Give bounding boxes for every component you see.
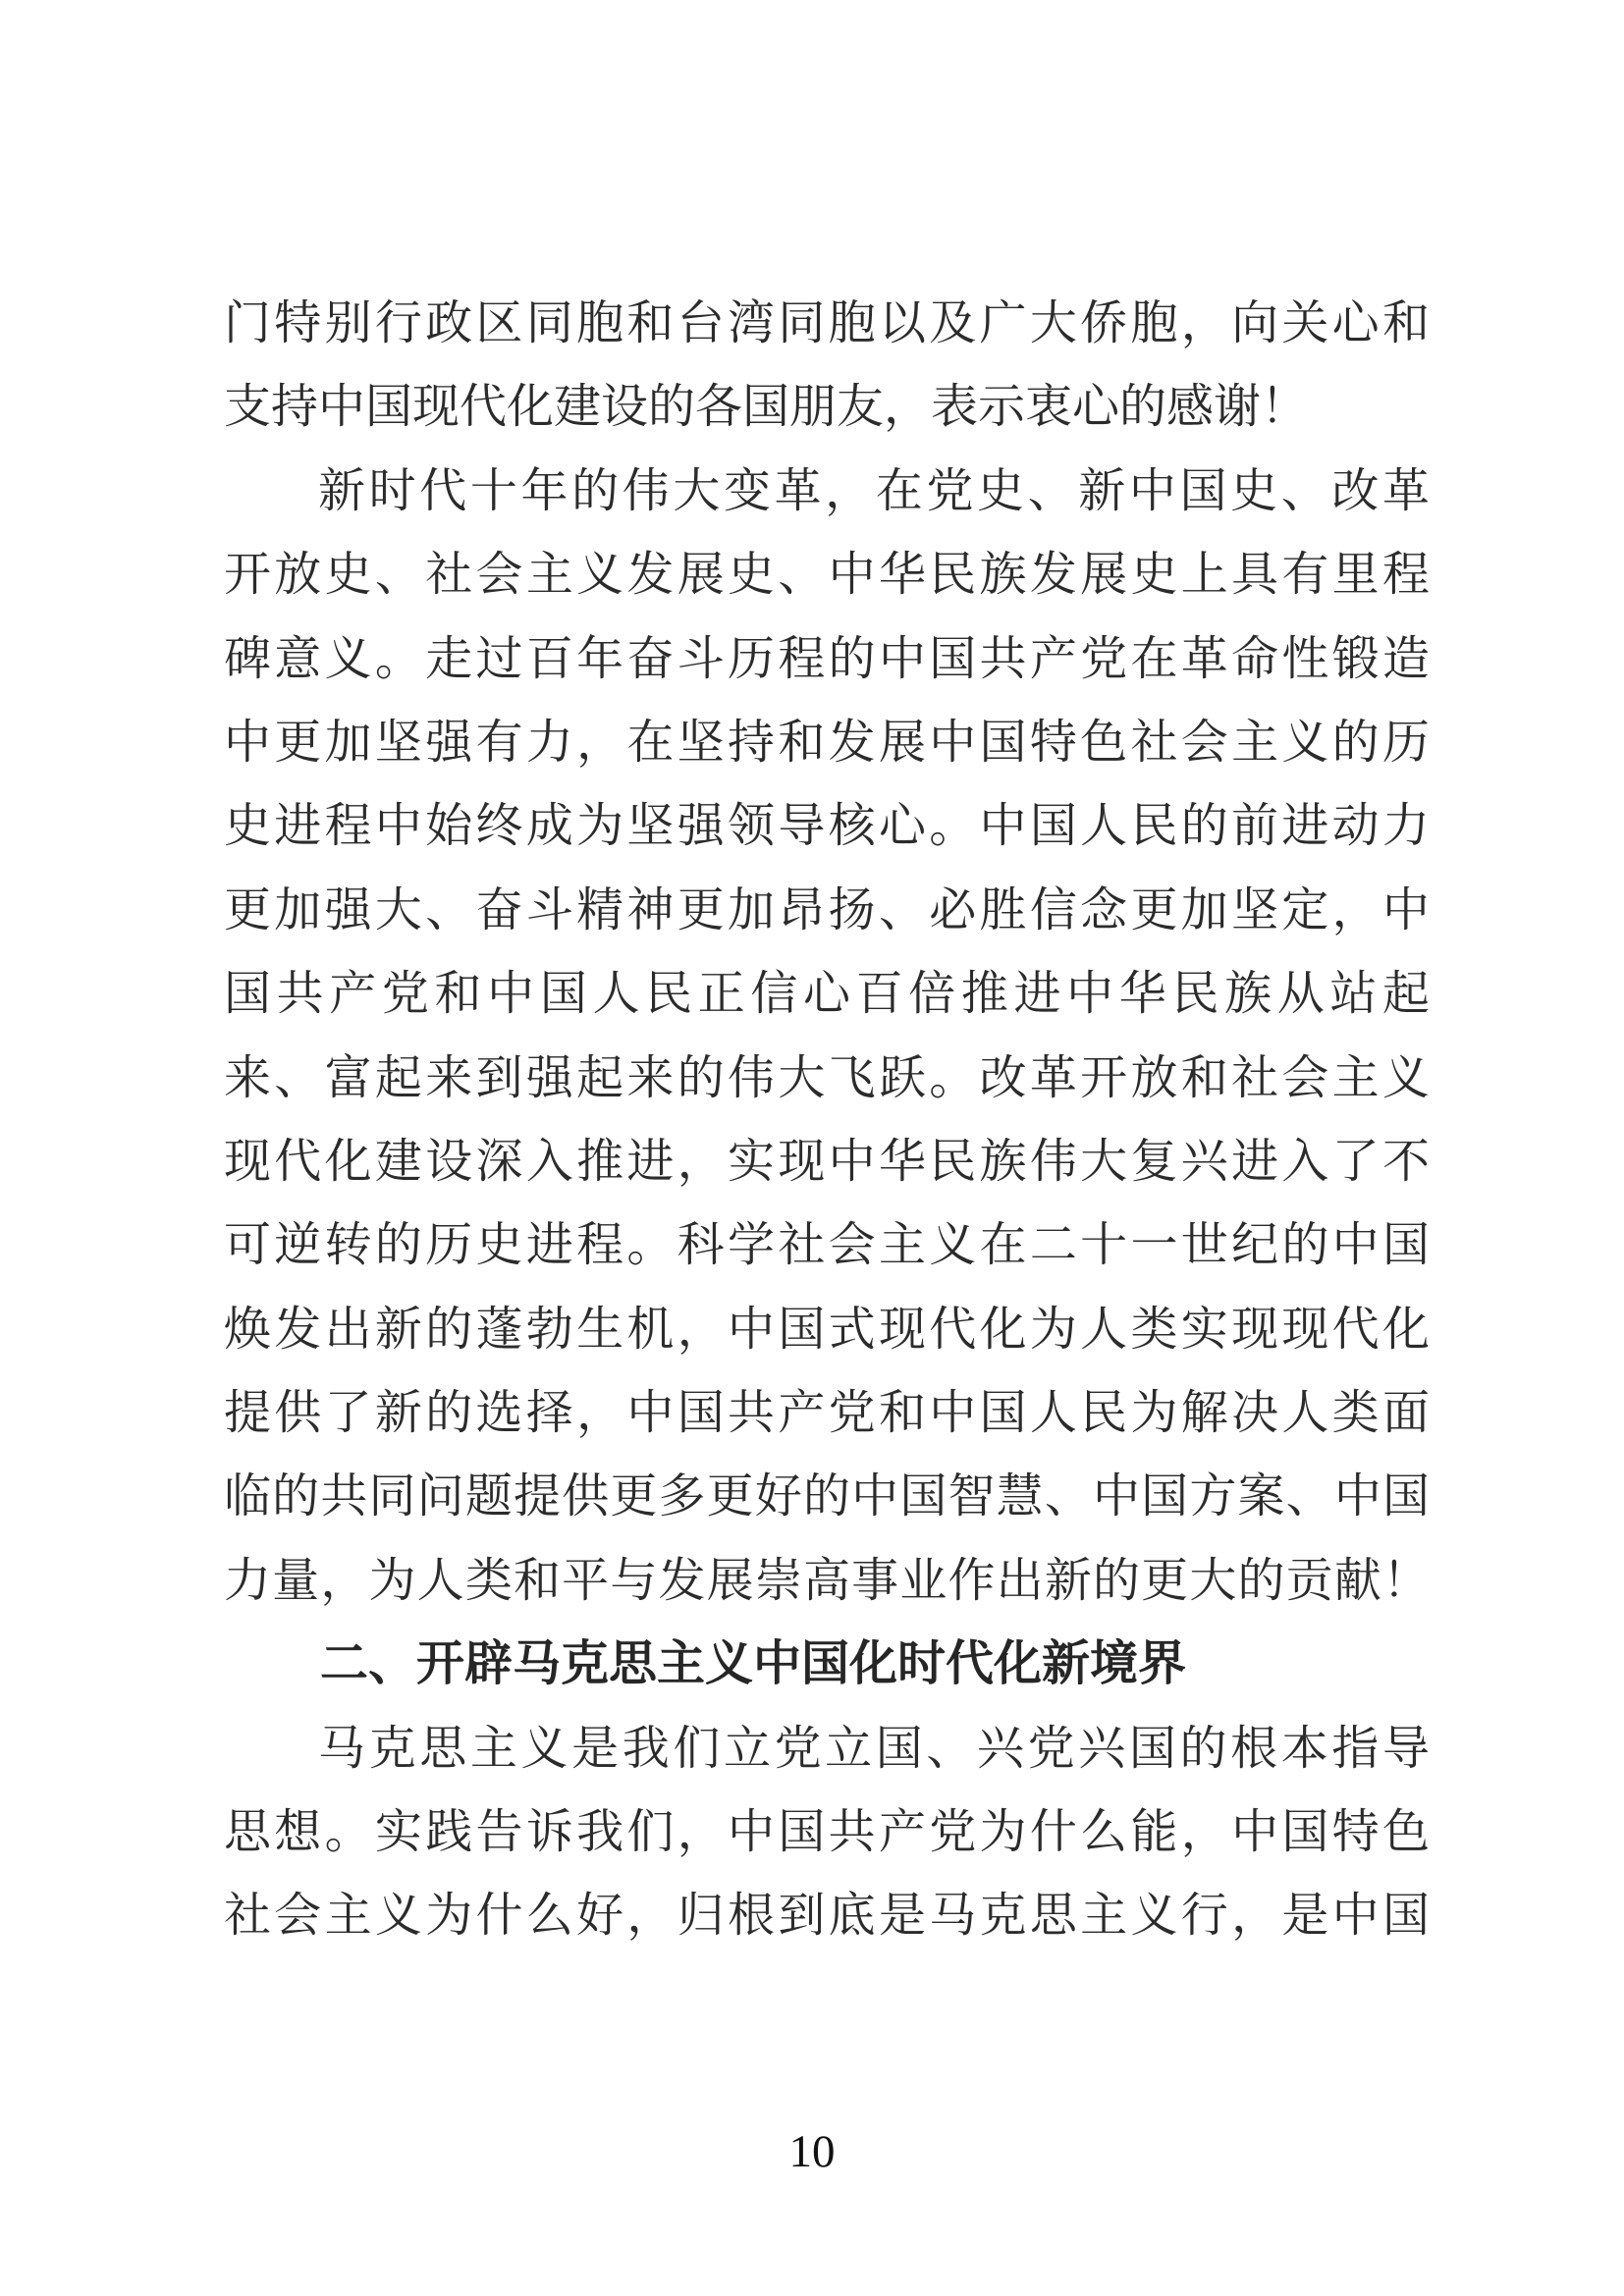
text-line: 来、富起来到强起来的伟大飞跃。改革开放和社会主义 — [224, 1051, 1430, 1104]
page-number: 10 — [788, 2126, 836, 2177]
text-line: 马克思主义是我们立党立国、兴党兴国的根本指导 — [318, 1722, 1430, 1775]
text-line: 门特别行政区同胞和台湾同胞以及广大侨胞，向关心和 — [224, 297, 1430, 349]
text-line: 碑意义。走过百年奋斗历程的中国共产党在革命性锻造 — [224, 632, 1430, 685]
text-line: 焕发出新的蓬勃生机，中国式现代化为人类实现现代化 — [224, 1303, 1430, 1356]
text-line: 国共产党和中国人民正信心百倍推进中华民族从站起 — [224, 968, 1430, 1021]
text-line: 可逆转的历史进程。科学社会主义在二十一世纪的中国 — [224, 1219, 1430, 1272]
text-line: 临的共同问题提供更多更好的中国智慧、中国方案、中国 — [224, 1470, 1430, 1523]
text-line: 更加强大、奋斗精神更加昂扬、必胜信念更加坚定，中 — [224, 883, 1430, 936]
text-line: 力量，为人类和平与发展崇高事业作出新的更大的贡献！ — [224, 1554, 1430, 1607]
body-text — [224, 282, 1430, 1958]
text-line: 社会主义为什么好，归根到底是马克思主义行，是中国 — [224, 1890, 1430, 1943]
text-line: 开放史、社会主义发展史、中华民族发展史上具有里程 — [224, 549, 1430, 602]
section-heading: 二、开辟马克思主义中国化时代化新境界 — [320, 1637, 1187, 1691]
text-line: 支持中国现代化建设的各国朋友，表示衷心的感谢！ — [224, 381, 1309, 434]
text-line: 中更加坚强有力，在坚持和发展中国特色社会主义的历 — [224, 716, 1430, 769]
text-line: 提供了新的选择，中国共产党和中国人民为解决人类面 — [224, 1387, 1430, 1440]
text-line: 现代化建设深入推进，实现中华民族伟大复兴进入了不 — [224, 1135, 1430, 1188]
text-line: 思想。实践告诉我们，中国共产党为什么能，中国特色 — [224, 1806, 1430, 1859]
text-line: 新时代十年的伟大变革，在党史、新中国史、改革 — [318, 464, 1430, 517]
text-line: 史进程中始终成为坚强领导核心。中国人民的前进动力 — [224, 800, 1430, 853]
